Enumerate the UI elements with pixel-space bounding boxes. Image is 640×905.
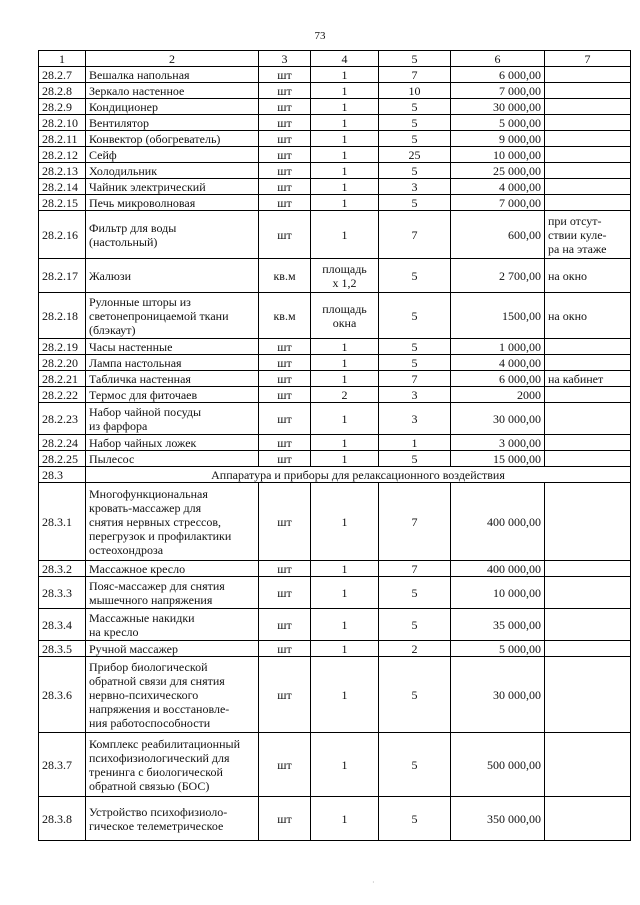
quantity-cell: 1 [311, 147, 379, 163]
price-cell: 30 000,00 [451, 403, 545, 435]
item-name-cell: Зеркало настенное [86, 83, 259, 99]
item-name-cell: Фильтр для воды (настольный) [86, 211, 259, 259]
price-cell: 2 700,00 [451, 259, 545, 293]
price-cell: 5 000,00 [451, 641, 545, 657]
item-code-cell: 28.2.11 [39, 131, 86, 147]
item-code-cell: 28.3.5 [39, 641, 86, 657]
table-row [39, 387, 631, 403]
table-row [39, 147, 631, 163]
quantity-cell: 1 [311, 483, 379, 561]
term-cell: 5 [379, 609, 451, 641]
item-name-cell: Вентилятор [86, 115, 259, 131]
table-row [39, 451, 631, 467]
quantity-cell: 1 [311, 83, 379, 99]
price-cell: 35 000,00 [451, 609, 545, 641]
table-row [39, 83, 631, 99]
quantity-cell: 1 [311, 657, 379, 733]
table-row [39, 259, 631, 293]
unit-cell: шт [259, 657, 311, 733]
price-cell: 6 000,00 [451, 67, 545, 83]
unit-cell: шт [259, 797, 311, 841]
quantity-cell: 1 [311, 195, 379, 211]
unit-cell: шт [259, 355, 311, 371]
item-code-cell: 28.3.7 [39, 733, 86, 797]
table-row [39, 435, 631, 451]
note-cell [545, 797, 631, 841]
quantity-cell: 1 [311, 163, 379, 179]
item-code-cell: 28.2.10 [39, 115, 86, 131]
unit-cell: шт [259, 483, 311, 561]
item-name-cell: Пояс-массажер для снятия мышечного напряжения [86, 577, 259, 609]
note-cell [545, 577, 631, 609]
note-cell [545, 83, 631, 99]
column-header: 6 [451, 51, 545, 67]
quantity-cell: 1 [311, 371, 379, 387]
item-code-cell: 28.3.2 [39, 561, 86, 577]
column-header: 2 [86, 51, 259, 67]
note-cell [545, 163, 631, 179]
price-cell: 10 000,00 [451, 577, 545, 609]
table-row [39, 483, 631, 561]
price-cell: 10 000,00 [451, 147, 545, 163]
quantity-cell: 1 [311, 561, 379, 577]
note-cell [545, 387, 631, 403]
item-name-cell: Печь микроволновая [86, 195, 259, 211]
column-header: 1 [39, 51, 86, 67]
term-cell: 5 [379, 131, 451, 147]
price-cell: 6 000,00 [451, 371, 545, 387]
quantity-cell: 1 [311, 435, 379, 451]
item-name-cell: Массажное кресло [86, 561, 259, 577]
term-cell: 25 [379, 147, 451, 163]
note-cell: на кабинет [545, 371, 631, 387]
unit-cell: шт [259, 83, 311, 99]
term-cell: 7 [379, 67, 451, 83]
unit-cell: шт [259, 195, 311, 211]
note-cell: при отсут- ствии куле- ра на этаже [545, 211, 631, 259]
note-cell: на окно [545, 293, 631, 339]
table-row [39, 797, 631, 841]
quantity-cell: 1 [311, 211, 379, 259]
item-name-cell: Лампа настольная [86, 355, 259, 371]
item-code-cell: 28.2.23 [39, 403, 86, 435]
quantity-cell: 1 [311, 451, 379, 467]
note-cell [545, 483, 631, 561]
unit-cell: шт [259, 99, 311, 115]
item-name-cell: Табличка настенная [86, 371, 259, 387]
item-code-cell: 28.2.18 [39, 293, 86, 339]
quantity-cell: 2 [311, 387, 379, 403]
item-name-cell: Набор чайной посуды из фарфора [86, 403, 259, 435]
item-code-cell: 28.2.20 [39, 355, 86, 371]
unit-cell: шт [259, 131, 311, 147]
table-row [39, 641, 631, 657]
item-code-cell: 28.2.22 [39, 387, 86, 403]
item-code-cell: 28.2.9 [39, 99, 86, 115]
term-cell: 5 [379, 733, 451, 797]
quantity-cell: 1 [311, 67, 379, 83]
footer-mark: · [372, 878, 375, 887]
section-title: Аппаратура и приборы для релаксационного воздействия [86, 467, 631, 483]
unit-cell: шт [259, 641, 311, 657]
item-code-cell: 28.2.7 [39, 67, 86, 83]
table-row [39, 561, 631, 577]
table-row [39, 131, 631, 147]
quantity-cell: 1 [311, 797, 379, 841]
note-cell [545, 147, 631, 163]
item-name-cell: Термос для фиточаев [86, 387, 259, 403]
term-cell: 5 [379, 577, 451, 609]
column-header: 5 [379, 51, 451, 67]
term-cell: 1 [379, 435, 451, 451]
item-code-cell: 28.2.25 [39, 451, 86, 467]
unit-cell: шт [259, 609, 311, 641]
item-name-cell: Устройство психофизиоло- гическое телеметрическое [86, 797, 259, 841]
term-cell: 5 [379, 339, 451, 355]
term-cell: 7 [379, 371, 451, 387]
unit-cell: шт [259, 67, 311, 83]
price-cell: 25 000,00 [451, 163, 545, 179]
term-cell: 5 [379, 355, 451, 371]
price-cell: 1500,00 [451, 293, 545, 339]
price-cell: 30 000,00 [451, 657, 545, 733]
item-code-cell: 28.3.8 [39, 797, 86, 841]
price-cell: 30 000,00 [451, 99, 545, 115]
quantity-cell: 1 [311, 99, 379, 115]
item-name-cell: Пылесос [86, 451, 259, 467]
quantity-cell: 1 [311, 641, 379, 657]
unit-cell: шт [259, 733, 311, 797]
table-row [39, 355, 631, 371]
unit-cell: шт [259, 435, 311, 451]
column-header: 4 [311, 51, 379, 67]
item-name-cell: Холодильник [86, 163, 259, 179]
unit-cell: кв.м [259, 259, 311, 293]
price-cell: 4 000,00 [451, 355, 545, 371]
item-code-cell: 28.2.12 [39, 147, 86, 163]
term-cell: 3 [379, 387, 451, 403]
unit-cell: шт [259, 451, 311, 467]
unit-cell: шт [259, 577, 311, 609]
note-cell [545, 451, 631, 467]
note-cell [545, 355, 631, 371]
item-code-cell: 28.2.21 [39, 371, 86, 387]
section-row [39, 467, 631, 483]
price-cell: 500 000,00 [451, 733, 545, 797]
term-cell: 10 [379, 83, 451, 99]
note-cell [545, 115, 631, 131]
unit-cell: шт [259, 115, 311, 131]
item-name-cell: Комплекс реабилитационный психофизиологический для тренинга с биологической обратной связью (БОС) [86, 733, 259, 797]
unit-cell: шт [259, 179, 311, 195]
quantity-cell: площадь х 1,2 [311, 259, 379, 293]
note-cell [545, 339, 631, 355]
note-cell [545, 733, 631, 797]
note-cell [545, 67, 631, 83]
term-cell: 7 [379, 561, 451, 577]
item-name-cell: Часы настенные [86, 339, 259, 355]
table-row [39, 293, 631, 339]
item-name-cell: Многофункциональная кровать-массажер для снятия нервных стрессов, перегрузок и профилактики остеохондроза [86, 483, 259, 561]
term-cell: 5 [379, 163, 451, 179]
table-row [39, 657, 631, 733]
quantity-cell: площадь окна [311, 293, 379, 339]
item-code-cell: 28.3.4 [39, 609, 86, 641]
specification-table [38, 50, 631, 841]
item-name-cell: Кондиционер [86, 99, 259, 115]
unit-cell: шт [259, 163, 311, 179]
quantity-cell: 1 [311, 179, 379, 195]
term-cell: 3 [379, 403, 451, 435]
term-cell: 5 [379, 797, 451, 841]
unit-cell: шт [259, 371, 311, 387]
quantity-cell: 1 [311, 577, 379, 609]
table-row [39, 371, 631, 387]
term-cell: 7 [379, 483, 451, 561]
note-cell [545, 195, 631, 211]
table-row [39, 115, 631, 131]
price-cell: 7 000,00 [451, 83, 545, 99]
column-number-row [39, 51, 631, 67]
term-cell: 5 [379, 293, 451, 339]
term-cell: 5 [379, 451, 451, 467]
table-row [39, 403, 631, 435]
table-body [39, 67, 631, 841]
price-cell: 7 000,00 [451, 195, 545, 211]
unit-cell: шт [259, 387, 311, 403]
note-cell [545, 435, 631, 451]
term-cell: 5 [379, 99, 451, 115]
item-name-cell: Прибор биологической обратной связи для снятия нервно-психического напряжения и восстановле- ния работоспособности [86, 657, 259, 733]
note-cell [545, 641, 631, 657]
item-code-cell: 28.3.6 [39, 657, 86, 733]
quantity-cell: 1 [311, 609, 379, 641]
price-cell: 600,00 [451, 211, 545, 259]
item-code-cell: 28.2.16 [39, 211, 86, 259]
term-cell: 5 [379, 195, 451, 211]
note-cell [545, 561, 631, 577]
item-code-cell: 28.2.17 [39, 259, 86, 293]
term-cell: 2 [379, 641, 451, 657]
table-row [39, 733, 631, 797]
item-code-cell: 28.2.13 [39, 163, 86, 179]
price-cell: 1 000,00 [451, 339, 545, 355]
column-header: 3 [259, 51, 311, 67]
quantity-cell: 1 [311, 131, 379, 147]
price-cell: 9 000,00 [451, 131, 545, 147]
price-cell: 400 000,00 [451, 483, 545, 561]
price-cell: 3 000,00 [451, 435, 545, 451]
term-cell: 5 [379, 259, 451, 293]
unit-cell: шт [259, 339, 311, 355]
table-row [39, 609, 631, 641]
table-row [39, 195, 631, 211]
item-name-cell: Рулонные шторы из светонепроницаемой ткани (блэкаут) [86, 293, 259, 339]
term-cell: 5 [379, 115, 451, 131]
note-cell [545, 403, 631, 435]
item-name-cell: Вешалка напольная [86, 67, 259, 83]
quantity-cell: 1 [311, 355, 379, 371]
column-header: 7 [545, 51, 631, 67]
table-row [39, 577, 631, 609]
item-name-cell: Ручной массажер [86, 641, 259, 657]
term-cell: 3 [379, 179, 451, 195]
table-row [39, 99, 631, 115]
page-number: 73 [314, 30, 326, 42]
item-code-cell: 28.2.24 [39, 435, 86, 451]
item-name-cell: Конвектор (обогреватель) [86, 131, 259, 147]
note-cell [545, 609, 631, 641]
price-cell: 5 000,00 [451, 115, 545, 131]
item-name-cell: Чайник электрический [86, 179, 259, 195]
note-cell [545, 179, 631, 195]
unit-cell: шт [259, 403, 311, 435]
note-cell [545, 131, 631, 147]
note-cell: на окно [545, 259, 631, 293]
quantity-cell: 1 [311, 733, 379, 797]
table-row [39, 67, 631, 83]
item-code-cell: 28.3.1 [39, 483, 86, 561]
unit-cell: шт [259, 561, 311, 577]
price-cell: 350 000,00 [451, 797, 545, 841]
section-code: 28.3 [39, 467, 86, 483]
table-row [39, 179, 631, 195]
item-name-cell: Жалюзи [86, 259, 259, 293]
price-cell: 15 000,00 [451, 451, 545, 467]
price-cell: 4 000,00 [451, 179, 545, 195]
item-name-cell: Набор чайных ложек [86, 435, 259, 451]
item-name-cell: Сейф [86, 147, 259, 163]
unit-cell: шт [259, 211, 311, 259]
price-cell: 2000 [451, 387, 545, 403]
item-code-cell: 28.2.15 [39, 195, 86, 211]
table-row [39, 211, 631, 259]
item-name-cell: Массажные накидки на кресло [86, 609, 259, 641]
note-cell [545, 99, 631, 115]
item-code-cell: 28.2.14 [39, 179, 86, 195]
item-code-cell: 28.3.3 [39, 577, 86, 609]
item-code-cell: 28.2.8 [39, 83, 86, 99]
unit-cell: кв.м [259, 293, 311, 339]
table-row [39, 163, 631, 179]
quantity-cell: 1 [311, 339, 379, 355]
term-cell: 7 [379, 211, 451, 259]
price-cell: 400 000,00 [451, 561, 545, 577]
term-cell: 5 [379, 657, 451, 733]
note-cell [545, 657, 631, 733]
table-row [39, 339, 631, 355]
quantity-cell: 1 [311, 403, 379, 435]
quantity-cell: 1 [311, 115, 379, 131]
item-code-cell: 28.2.19 [39, 339, 86, 355]
unit-cell: шт [259, 147, 311, 163]
